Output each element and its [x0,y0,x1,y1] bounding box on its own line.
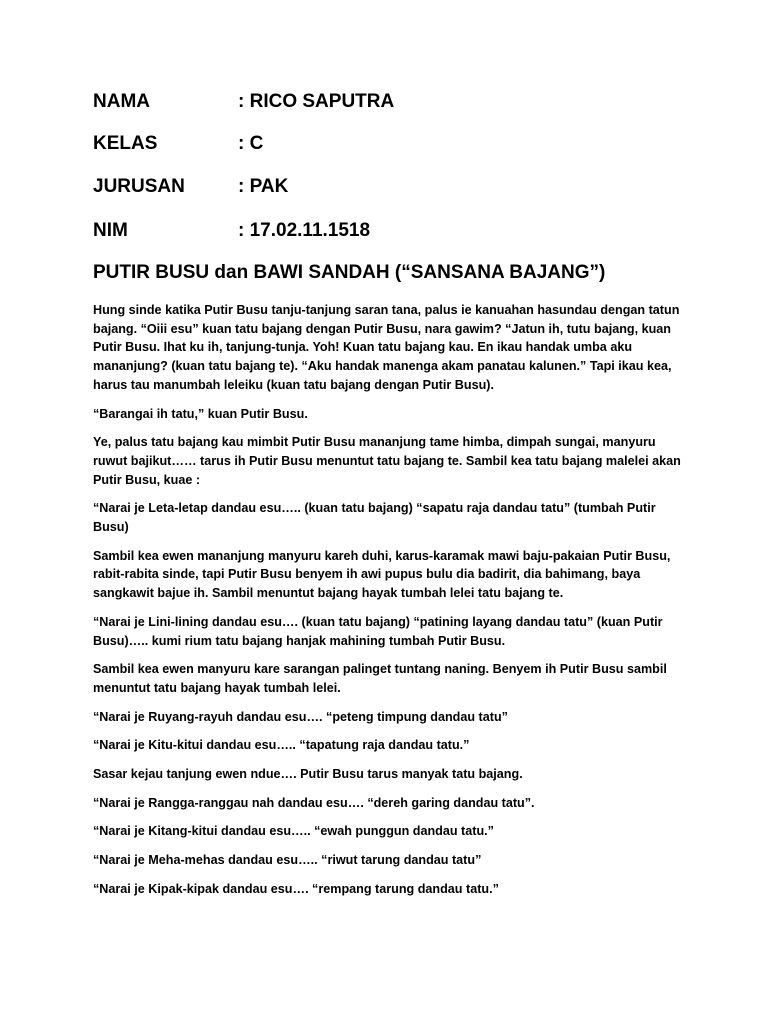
major-label: JURUSAN [93,176,185,197]
class-value: : C [238,133,264,154]
story-body [93,301,683,909]
paragraph: Ye, palus tatu bajang kau mimbit Putir Busu mananjung tame himba, dimpah sungai, manyuru ruwut bajikut…… tarus ih Putir Busu menuntut tatu bajang te. Sambil kea tatu bajang malelei akan Putir Busu, kuae : [93,435,681,487]
paragraph: “Narai je Ruyang-rayuh dandau esu…. “peteng timpung dandau tatu” [93,709,508,724]
major-value: : PAK [238,176,289,197]
paragraph: Hung sinde katika Putir Busu tanju-tanjung saran tana, palus ie kanuahan hasundau dengan tatun bajang. “Oiii esu” kuan tatu bajang dengan Putir Busu, nara gawim? “Jatun ih, tutu bajang, kuan Putir Busu. Ihat ku ih, tanjung-tunja. Yoh! Kuan tatu bajang kau. En ikau handak umba aku mananjung? (kuan tatu bajang te). “Aku handak manenga akam panatau kalunen.” Tapi ikau kea, harus tau manumbah leleiku (kuan tatu bajang dengan Putir Busu). [93,303,680,392]
story-title: PUTIR BUSU dan BAWI SANDAH (“SANSANA BAJANG”) [93,262,606,283]
paragraph: “Narai je Lini-lining dandau esu…. (kuan tatu bajang) “patining layang dandau tatu” (kuan Putir Busu)….. kumi rium tatu bajang hanjak mahining tumbah Putir Busu. [93,614,663,648]
nim-label: NIM [93,220,128,241]
name-label: NAMA [93,91,150,112]
paragraph: Sambil kea ewen manyuru kare sarangan palinget tuntang naning. Benyem ih Putir Busu sambil menuntut tatu bajang hayak tumbah lelei. [93,662,667,695]
paragraph: “Narai je Kitu-kitui dandau esu….. “tapatung raja dandau tatu.” [93,738,470,753]
paragraph: Sambil kea ewen mananjung manyuru kareh duhi, karus-karamak mawi baju-pakaian Putir Busu, rabit-rabita sinde, tapi Putir Busu benyem ih awi pupus bulu dia badirit, dia bahimang, baya sangkawit bajue ih. Sambil menuntut bajang hayak tumbah lelei tatu bajang te. [93,548,671,601]
nim-value: : 17.02.11.1518 [238,220,371,241]
paragraph: Sasar kejau tanjung ewen ndue…. Putir Busu tarus manyak tatu bajang. [93,767,523,782]
paragraph: “Barangai ih tatu,” kuan Putir Busu. [93,406,308,421]
paragraph: “Narai je Kipak-kipak dandau esu…. “rempang tarung dandau tatu.” [93,881,499,896]
class-label: KELAS [93,133,158,154]
paragraph: “Narai je Rangga-ranggau nah dandau esu…. “dereh garing dandau tatu”. [93,795,535,810]
paragraph: “Narai je Kitang-kitui dandau esu….. “ewah punggun dandau tatu.” [93,824,494,839]
paragraph: “Narai je Meha-mehas dandau esu….. “riwut tarung dandau tatu” [93,853,482,868]
paragraph: “Narai je Leta-letap dandau esu….. (kuan tatu bajang) “sapatu raja dandau tatu” (tumbah Putir Busu) [93,501,656,535]
name-value: : RICO SAPUTRA [238,91,395,112]
